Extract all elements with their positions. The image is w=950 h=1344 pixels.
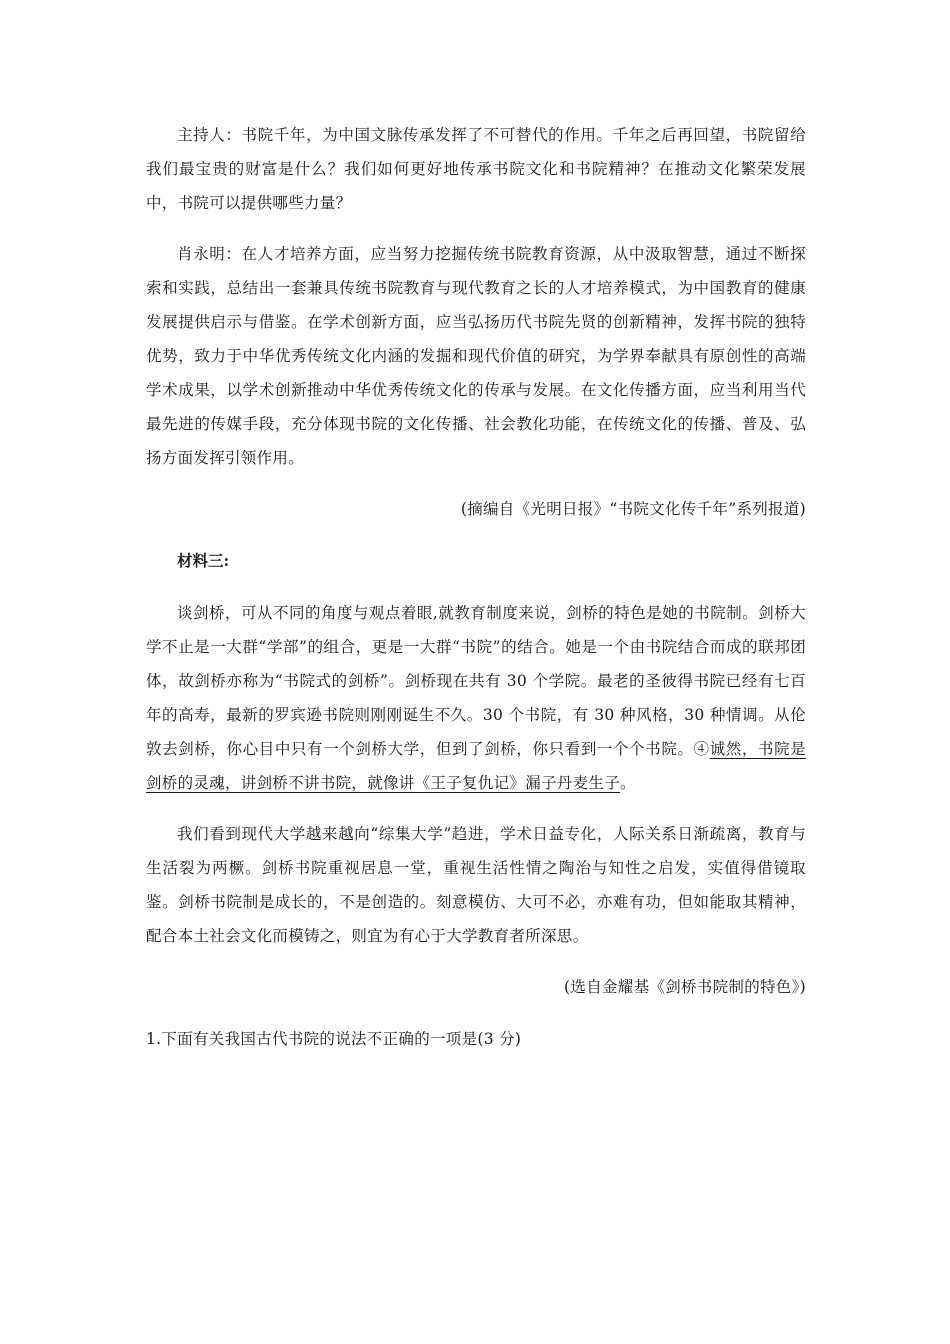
- host-question-paragraph: 主持人：书院千年，为中国文脉传承发挥了不可替代的作用。千年之后再回望，书院留给我们最宝贵的财富是什么？我们如何更好地传承书院文化和书院精神？在推动文化繁荣发展中，书院可以提供哪些力量？: [146, 126, 806, 212]
- question-1: 1.下面有关我国古代书院的说法不正确的一项是(3 分): [146, 1030, 522, 1048]
- source-citation-jin-yaoji: (选自金耀基《剑桥书院制的特色》): [564, 978, 806, 996]
- modern-university-paragraph: 我们看到现代大学越来越向“综集大学”趋进，学术日益专化，人际关系日渐疏离，教育与生活裂为两橛。剑桥书院重视居息一堂，重视生活性情之陶治与知性之启发，实值得借镜取鉴。剑桥书院制是成长的，不是创造的。刻意模仿、大可不必，亦难有功，但如能取其精神，配合本土社会文化而模铸之，则宜为有心于大学教育者所深思。: [146, 825, 806, 945]
- source-citation-guangming: (摘编自《光明日报》“书院文化传千年”系列报道): [460, 500, 806, 518]
- cambridge-text-end: 。: [620, 774, 636, 792]
- cambridge-paragraph: [146, 596, 806, 800]
- xiao-yongming-answer-paragraph: 肖永明：在人才培养方面，应当努力挖掘传统书院教育资源，从中汲取智慧，通过不断探索和实践，总结出一套兼具传统书院教育与现代教育之长的人才培养模式，为中国教育的健康发展提供启示与借鉴。在学术创新方面，应当弘扬历代书院先贤的创新精神，发挥书院的独特优势，致力于中华优秀传统文化内涵的发掘和现代价值的研究，为学界奉献具有原创性的高端学术成果，以学术创新推动中华优秀传统文化的传承与发展。在文化传播方面，应当利用当代最先进的传媒手段，充分体现书院的文化传播、社会教化功能，在传统文化的传播、普及、弘扬方面发挥引领作用。: [146, 245, 806, 467]
- underlined-sentence-4: 诚然，书院是剑桥的灵魂，讲剑桥不讲书院，就像讲《王子复仇记》漏子丹麦生子: [146, 740, 806, 792]
- cambridge-text: 谈剑桥，可从不同的角度与观点着眼,就教育制度来说，剑桥的特色是她的书院制。剑桥大学不止是一大群“学部”的组合，更是一大群“书院”的结合。她是一个由书院结合而成的联邦团体，故剑桥亦称为“书院式的剑桥”。剑桥现在共有 30 个学院。最老的圣彼得书院已经有七百年的高寿，最新的罗宾逊书院则刚刚诞生不久。30 个书院，有 30 种风格，30 种情调。从伦敦去剑桥，你心目中只有一个剑桥大学，但到了剑桥，你只看到一个个书院。④: [146, 604, 806, 758]
- material-three-heading: 材料三:: [177, 551, 230, 570]
- document-page: [146, 118, 806, 1056]
